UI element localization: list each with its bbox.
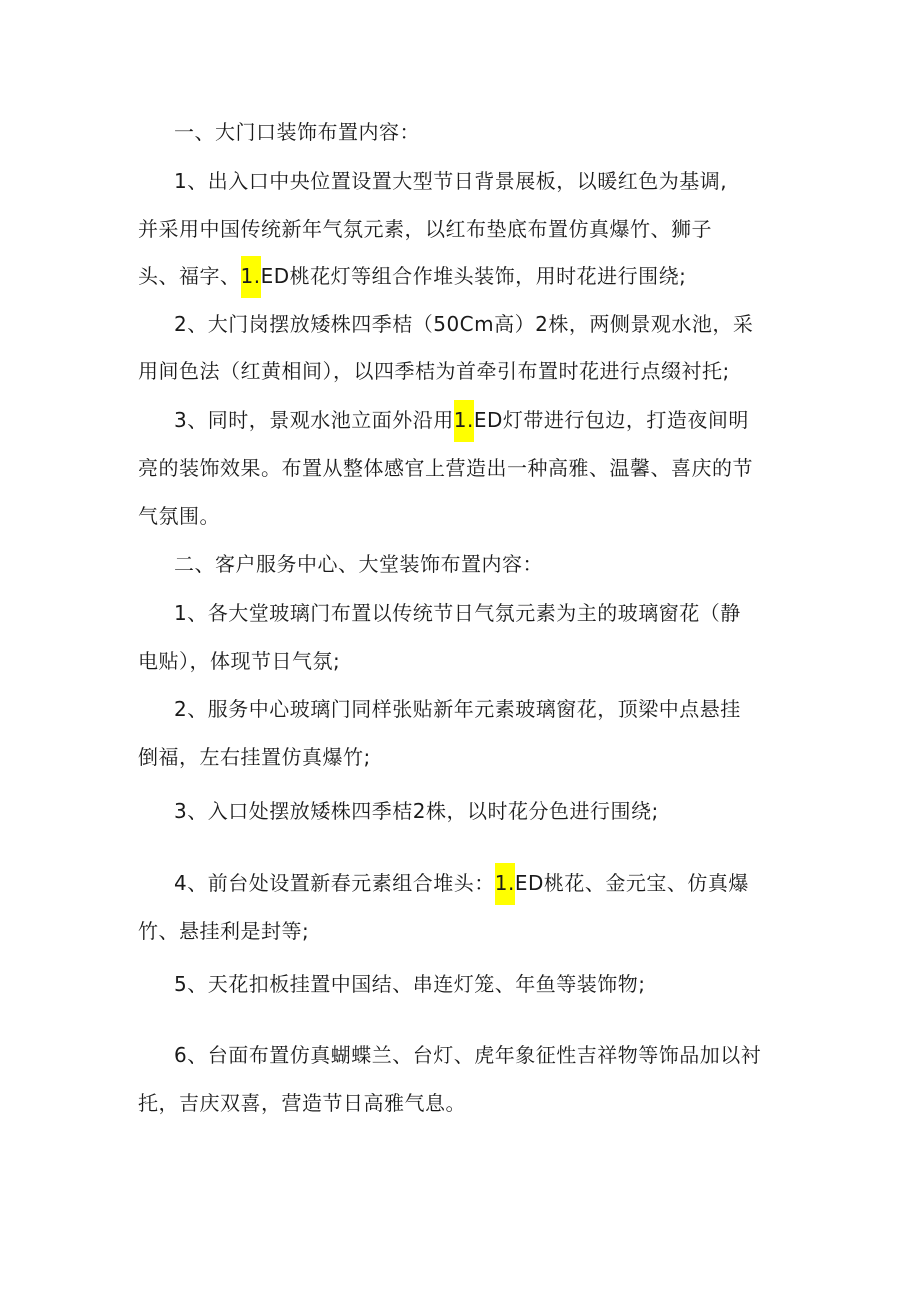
s2-item6-line2: 托，吉庆双喜，营造节日高雅气息。 [138, 1091, 466, 1115]
s1-item1-line1: 1、出入口中央位置设置大型节日背景展板，以暖红色为基调, [174, 169, 728, 193]
s2-item4-line1 [174, 869, 749, 897]
s1-item1-line2: 并采用中国传统新年气氛元素，以红布垫底布置仿真爆竹、狮子 [138, 217, 712, 241]
s1-item3-line2: 亮的装饰效果。布置从整体感官上营造出一种高雅、温馨、喜庆的节 [138, 456, 753, 480]
s1-item3-line1 [174, 406, 749, 434]
s1-item1-line3 [138, 262, 686, 290]
section2-heading: 二、客户服务中心、大堂装饰布置内容： [174, 552, 543, 576]
s1-item1-line3-before: 头、福字、 [138, 264, 241, 288]
s2-item4-line1-before: 4、前台处设置新春元素组合堆头： [174, 871, 495, 895]
s2-item6-line1: 6、台面布置仿真蝴蝶兰、台灯、虎年象征性吉祥物等饰品加以衬 [174, 1043, 762, 1067]
s2-item4-line2: 竹、悬挂利是封等; [138, 919, 310, 943]
s2-item3-line1: 3、入口处摆放矮株四季桔2株，以时花分色进行围绕; [174, 799, 659, 823]
s1-item3-line3: 气氛围。 [138, 504, 220, 528]
s1-item3-line1-after: ED灯带进行包边，打造夜间明 [473, 408, 749, 432]
s1-item3-line1-before: 3、同时，景观水池立面外沿用 [174, 408, 454, 432]
s2-item2-line2: 倒福，左右挂置仿真爆竹; [138, 745, 371, 769]
s1-item2-line1: 2、大门岗摆放矮株四季桔（50Cm高）2株，两侧景观水池，采 [174, 312, 754, 336]
highlight-mark: 1. [454, 400, 474, 442]
highlight-mark: 1. [241, 256, 261, 298]
s2-item5-line1: 5、天花扣板挂置中国结、串连灯笼、年鱼等装饰物; [174, 972, 646, 996]
highlight-mark: 1. [495, 863, 515, 905]
s2-item2-line1: 2、服务中心玻璃门同样张贴新年元素玻璃窗花，顶梁中点悬挂 [174, 697, 741, 721]
s1-item1-line3-after: ED桃花灯等组合作堆头装饰，用时花进行围绕; [260, 264, 687, 288]
section1-heading: 一、大门口装饰布置内容： [174, 120, 420, 144]
s2-item4-line1-after: ED桃花、金元宝、仿真爆 [514, 871, 749, 895]
s1-item2-line2: 用间色法（红黄相间），以四季桔为首牵引布置时花进行点缀衬托; [138, 359, 730, 383]
s2-item1-line1: 1、各大堂玻璃门布置以传统节日气氛元素为主的玻璃窗花（静 [174, 601, 741, 625]
s2-item1-line2: 电贴），体现节日气氛; [138, 649, 341, 673]
